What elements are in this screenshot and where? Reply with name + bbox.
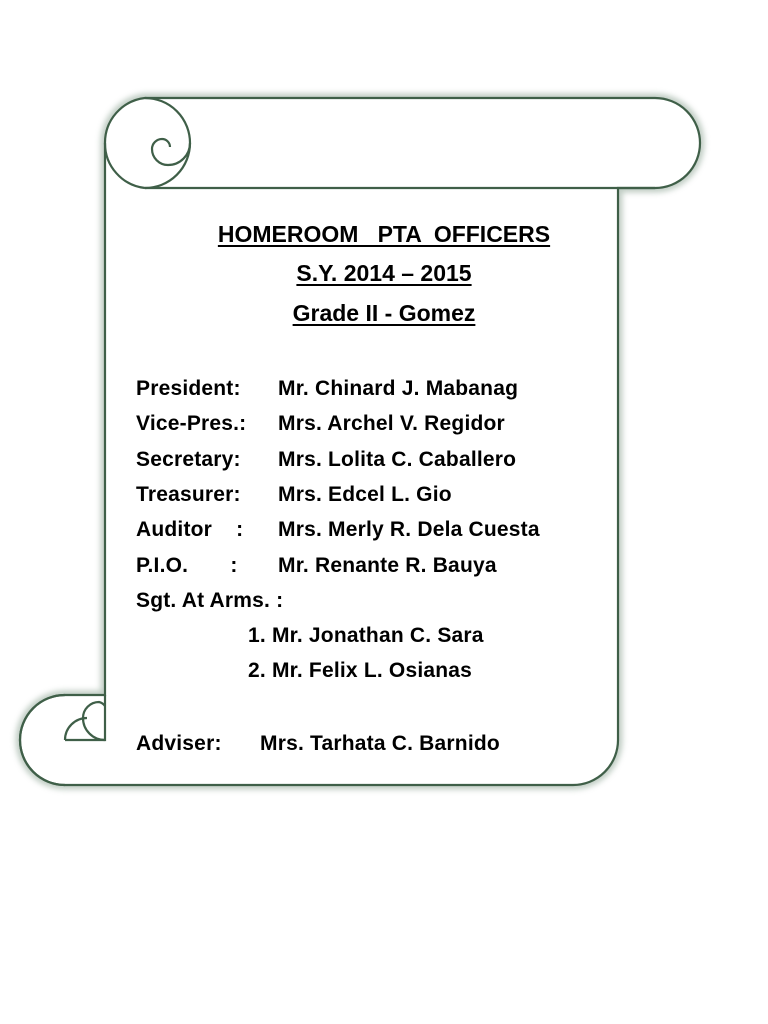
officer-role: Vice-Pres.:: [136, 412, 247, 435]
officer-role: Auditor :: [136, 518, 244, 541]
officer-row-secretary: [136, 447, 517, 473]
officer-row-president: [136, 376, 519, 402]
officer-name: Mrs. Merly R. Dela Cuesta: [278, 518, 540, 541]
officer-name: Mrs. Edcel L. Gio: [278, 483, 452, 506]
section-heading: Grade II - Gomez: [292, 300, 476, 326]
officer-role: President:: [136, 377, 241, 400]
officer-row-pio: [136, 553, 497, 579]
officer-role: Secretary:: [136, 448, 241, 471]
officer-name: Mrs. Lolita C. Caballero: [278, 448, 517, 471]
sgt-at-arms-member-1: 1. Mr. Jonathan C. Sara: [248, 624, 484, 647]
officer-role: Treasurer:: [136, 483, 241, 506]
officer-row-auditor: [136, 517, 540, 543]
officer-name: Mr. Chinard J. Mabanag: [278, 377, 519, 400]
school-year-heading: S.Y. 2014 – 2015: [296, 260, 472, 286]
adviser-role: Adviser:: [136, 732, 222, 755]
officer-name: Mrs. Archel V. Regidor: [278, 412, 505, 435]
page-title: HOMEROOM PTA OFFICERS: [217, 221, 551, 247]
officer-row-vice-president: [136, 411, 505, 437]
adviser-name: Mrs. Tarhata C. Barnido: [260, 732, 500, 755]
adviser-row: [136, 731, 500, 757]
officer-name: Mr. Renante R. Bauya: [278, 554, 497, 577]
sgt-at-arms-label: Sgt. At Arms. :: [136, 589, 284, 612]
sgt-at-arms-member-2: 2. Mr. Felix L. Osianas: [248, 659, 473, 682]
officer-row-treasurer: [136, 482, 452, 508]
officer-role: P.I.O. :: [136, 554, 238, 577]
